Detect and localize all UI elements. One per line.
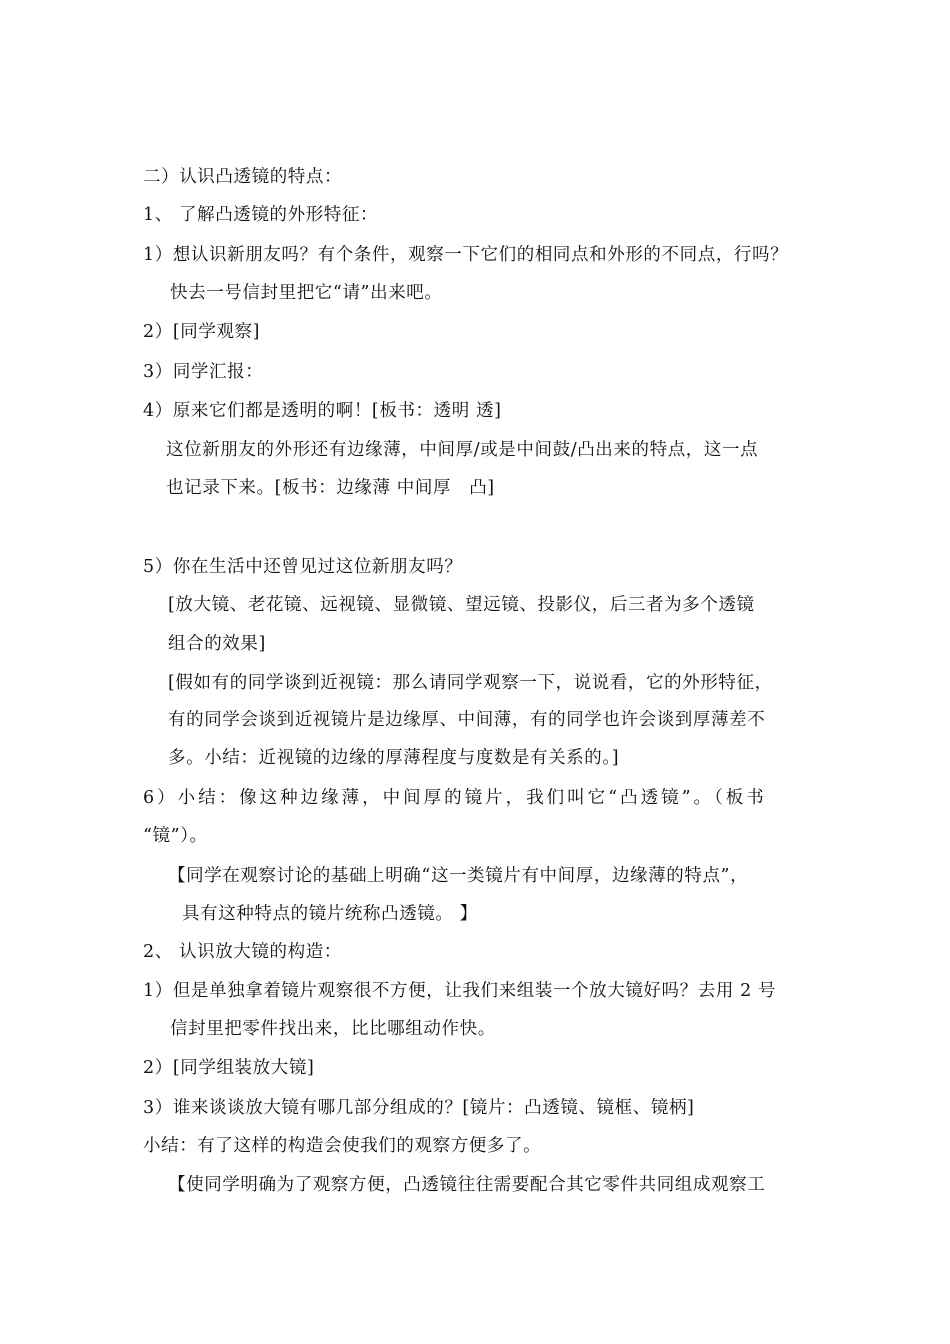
text-line: 2）[同学观察] [143, 322, 261, 342]
text-line: “镜”）。 [143, 826, 208, 846]
text-line: 1）想认识新朋友吗？有个条件，观察一下它们的相同点和外形的不同点，行吗？ [143, 245, 789, 265]
text-line: 3）谁来谈谈放大镜有哪几部分组成的？[镜片：凸透镜、镜框、镜柄] [143, 1098, 695, 1118]
text-line: 6）小结：像这种边缘薄，中间厚的镜片，我们叫它“凸透镜”。（板书 [143, 788, 767, 808]
section-heading: 二）认识凸透镜的特点： [143, 167, 343, 187]
text-line: 小结：有了这样的构造会使我们的观察方便多了。 [143, 1136, 542, 1156]
text-line: 快去一号信封里把它“请”出来吧。 [170, 283, 443, 303]
text-line: 信封里把零件找出来，比比哪组动作快。 [170, 1019, 496, 1039]
text-line: 这位新朋友的外形还有边缘薄，中间厚/或是中间鼓/凸出来的特点，这一点 [166, 440, 759, 460]
text-line: 【使同学明确为了观察方便，凸透镜往往需要配合其它零件共同组成观察工 [168, 1175, 766, 1195]
text-line: 3）同学汇报： [143, 362, 264, 382]
subsection-heading: 1、 了解凸透镜的外形特征： [143, 205, 379, 225]
text-line: 【同学在观察讨论的基础上明确“这一类镜片有中间厚，边缘薄的特点”， [168, 866, 749, 886]
text-line: 2）[同学组装放大镜] [143, 1058, 315, 1078]
text-line: 多。小结：近视镜的边缘的厚薄程度与度数是有关系的。] [168, 748, 620, 768]
text-line: 4）原来它们都是透明的啊！[板书：透明 透] [143, 401, 502, 421]
text-line: 1）但是单独拿着镜片观察很不方便，让我们来组装一个放大镜好吗？去用 2 号 [143, 981, 777, 1001]
text-line: 有的同学会谈到近视镜片是边缘厚、中间薄，有的同学也许会谈到厚薄差不 [168, 710, 766, 730]
text-line: 也记录下来。[板书：边缘薄 中间厚 凸] [166, 478, 495, 498]
text-line: 5）你在生活中还曾见过这位新朋友吗？ [143, 557, 463, 577]
text-line: [假如有的同学谈到近视镜：那么请同学观察一下，说说看，它的外形特征， [168, 673, 773, 693]
subsection-heading: 2、 认识放大镜的构造： [143, 942, 342, 962]
text-line: 具有这种特点的镜片统称凸透镜。 】 [182, 904, 478, 924]
text-line: 组合的效果] [168, 634, 266, 654]
text-line: [放大镜、老花镜、远视镜、显微镜、望远镜、投影仪，后三者为多个透镜 [168, 595, 755, 615]
